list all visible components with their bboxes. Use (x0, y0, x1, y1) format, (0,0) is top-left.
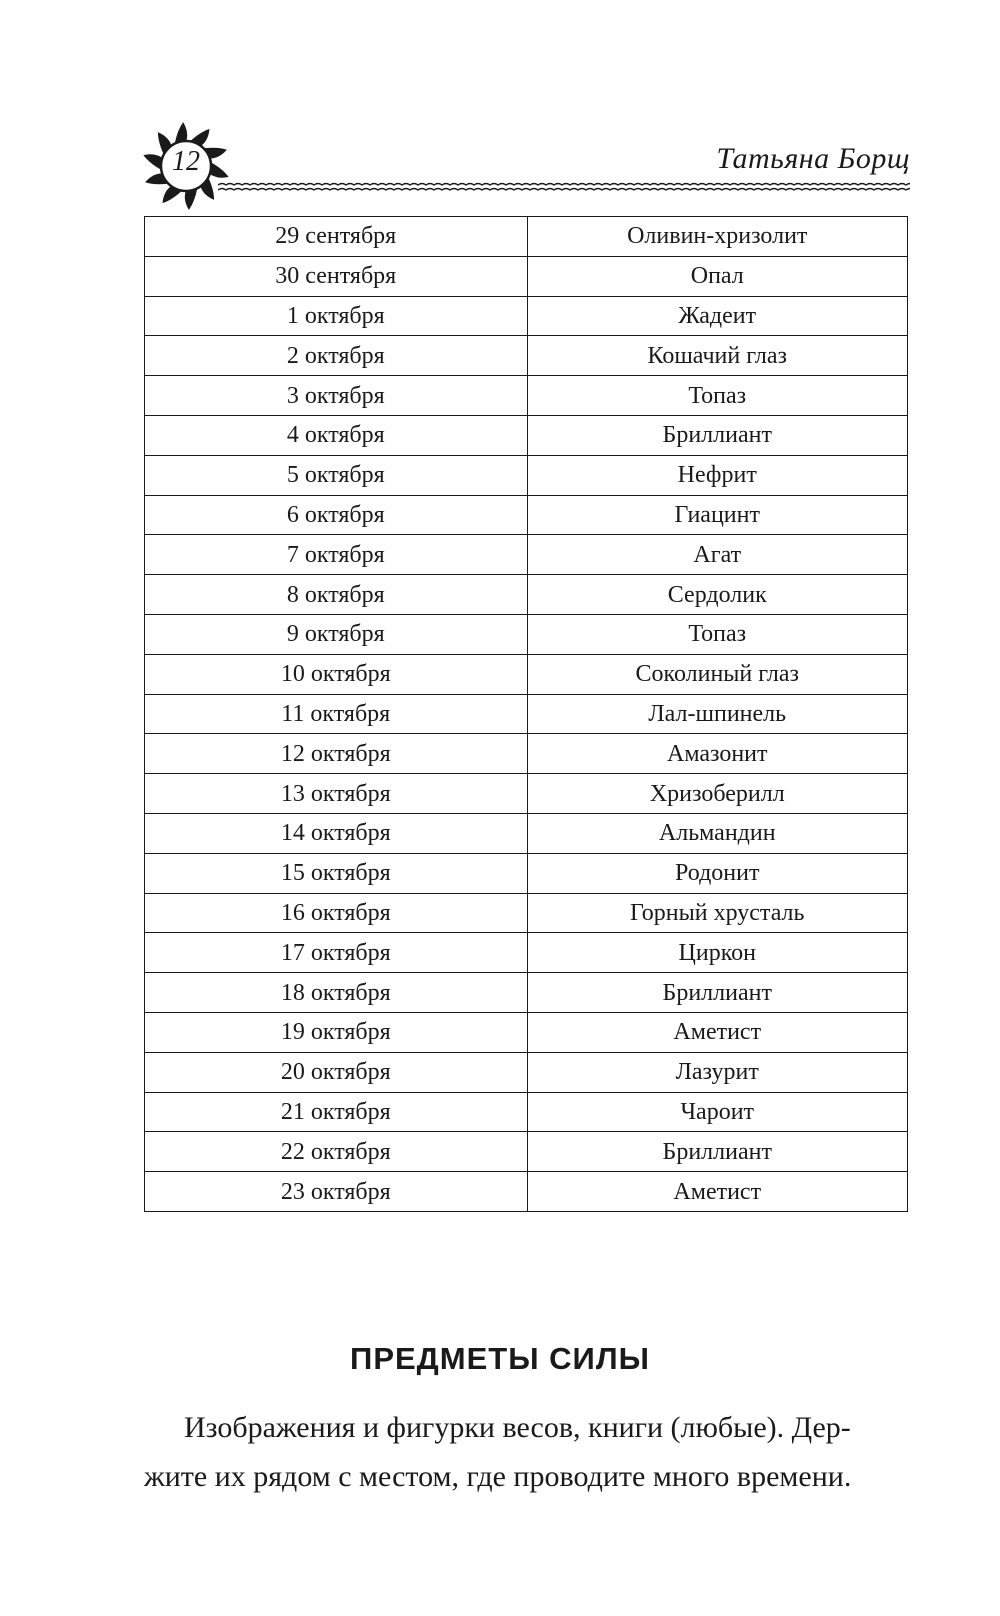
table-row (145, 853, 908, 893)
date-cell: 3 октября (145, 376, 528, 416)
page-header (140, 118, 910, 208)
birthstone-table (144, 216, 908, 1212)
date-cell: 12 октября (145, 734, 528, 774)
date-cell: 8 октября (145, 575, 528, 615)
stone-cell: Бриллиант (527, 973, 908, 1013)
date-cell: 20 октября (145, 1052, 528, 1092)
date-cell: 23 октября (145, 1172, 528, 1212)
date-cell: 22 октября (145, 1132, 528, 1172)
paragraph-line: Изображения и фигурки весов, книги (любые). Дер- (184, 1411, 851, 1444)
table-row (145, 495, 908, 535)
table-row (145, 535, 908, 575)
date-cell: 19 октября (145, 1012, 528, 1052)
stone-cell: Топаз (527, 376, 908, 416)
stone-cell: Циркон (527, 933, 908, 973)
date-cell: 16 октября (145, 893, 528, 933)
stone-cell: Соколиный глаз (527, 654, 908, 694)
stone-cell: Гиацинт (527, 495, 908, 535)
table-row (145, 774, 908, 814)
stone-cell: Альмандин (527, 813, 908, 853)
table-row (145, 694, 908, 734)
stone-cell: Родонит (527, 853, 908, 893)
stone-cell: Кошачий глаз (527, 336, 908, 376)
table-row (145, 256, 908, 296)
wavy-divider (218, 181, 910, 193)
date-cell: 18 октября (145, 973, 528, 1013)
date-cell: 10 октября (145, 654, 528, 694)
date-cell: 2 октября (145, 336, 528, 376)
stone-cell: Аметист (527, 1172, 908, 1212)
table-row (145, 455, 908, 495)
stone-cell: Агат (527, 535, 908, 575)
table-row (145, 654, 908, 694)
date-cell: 15 октября (145, 853, 528, 893)
table-row (145, 1172, 908, 1212)
table-row (145, 1092, 908, 1132)
table-row (145, 217, 908, 257)
table-row (145, 376, 908, 416)
stone-cell: Горный хрусталь (527, 893, 908, 933)
body-paragraph (144, 1403, 908, 1501)
stone-cell: Хризоберилл (527, 774, 908, 814)
date-cell: 30 сентября (145, 256, 528, 296)
date-cell: 1 октября (145, 296, 528, 336)
stone-cell: Амазонит (527, 734, 908, 774)
date-cell: 9 октября (145, 614, 528, 654)
stone-cell: Бриллиант (527, 415, 908, 455)
stone-cell: Топаз (527, 614, 908, 654)
running-header-author: Татьяна Борщ (716, 142, 910, 175)
date-cell: 5 октября (145, 455, 528, 495)
stone-cell: Лазурит (527, 1052, 908, 1092)
stone-cell: Нефрит (527, 455, 908, 495)
paragraph-line: жите их рядом с местом, где проводите много времени. (144, 1460, 852, 1493)
date-cell: 17 октября (145, 933, 528, 973)
date-cell: 29 сентября (145, 217, 528, 257)
date-cell: 11 октября (145, 694, 528, 734)
section-heading: ПРЕДМЕТЫ СИЛЫ (350, 1341, 650, 1376)
date-cell: 6 октября (145, 495, 528, 535)
table-row (145, 933, 908, 973)
stone-cell: Сердолик (527, 575, 908, 615)
table-row (145, 1052, 908, 1092)
table-row (145, 415, 908, 455)
stone-cell: Опал (527, 256, 908, 296)
table-row (145, 973, 908, 1013)
date-cell: 14 октября (145, 813, 528, 853)
table-row (145, 893, 908, 933)
table-row (145, 813, 908, 853)
stone-cell: Аметист (527, 1012, 908, 1052)
date-cell: 13 октября (145, 774, 528, 814)
table-row (145, 614, 908, 654)
table-row (145, 575, 908, 615)
table-row (145, 1012, 908, 1052)
table-row (145, 296, 908, 336)
stone-cell: Оливин-хризолит (527, 217, 908, 257)
page-number: 12 (172, 146, 200, 177)
table-row (145, 1132, 908, 1172)
stone-cell: Бриллиант (527, 1132, 908, 1172)
table-row (145, 336, 908, 376)
stone-cell: Жадеит (527, 296, 908, 336)
table-row (145, 734, 908, 774)
date-cell: 21 октября (145, 1092, 528, 1132)
date-cell: 4 октября (145, 415, 528, 455)
stone-cell: Чароит (527, 1092, 908, 1132)
stone-cell: Лал-шпинель (527, 694, 908, 734)
date-cell: 7 октября (145, 535, 528, 575)
